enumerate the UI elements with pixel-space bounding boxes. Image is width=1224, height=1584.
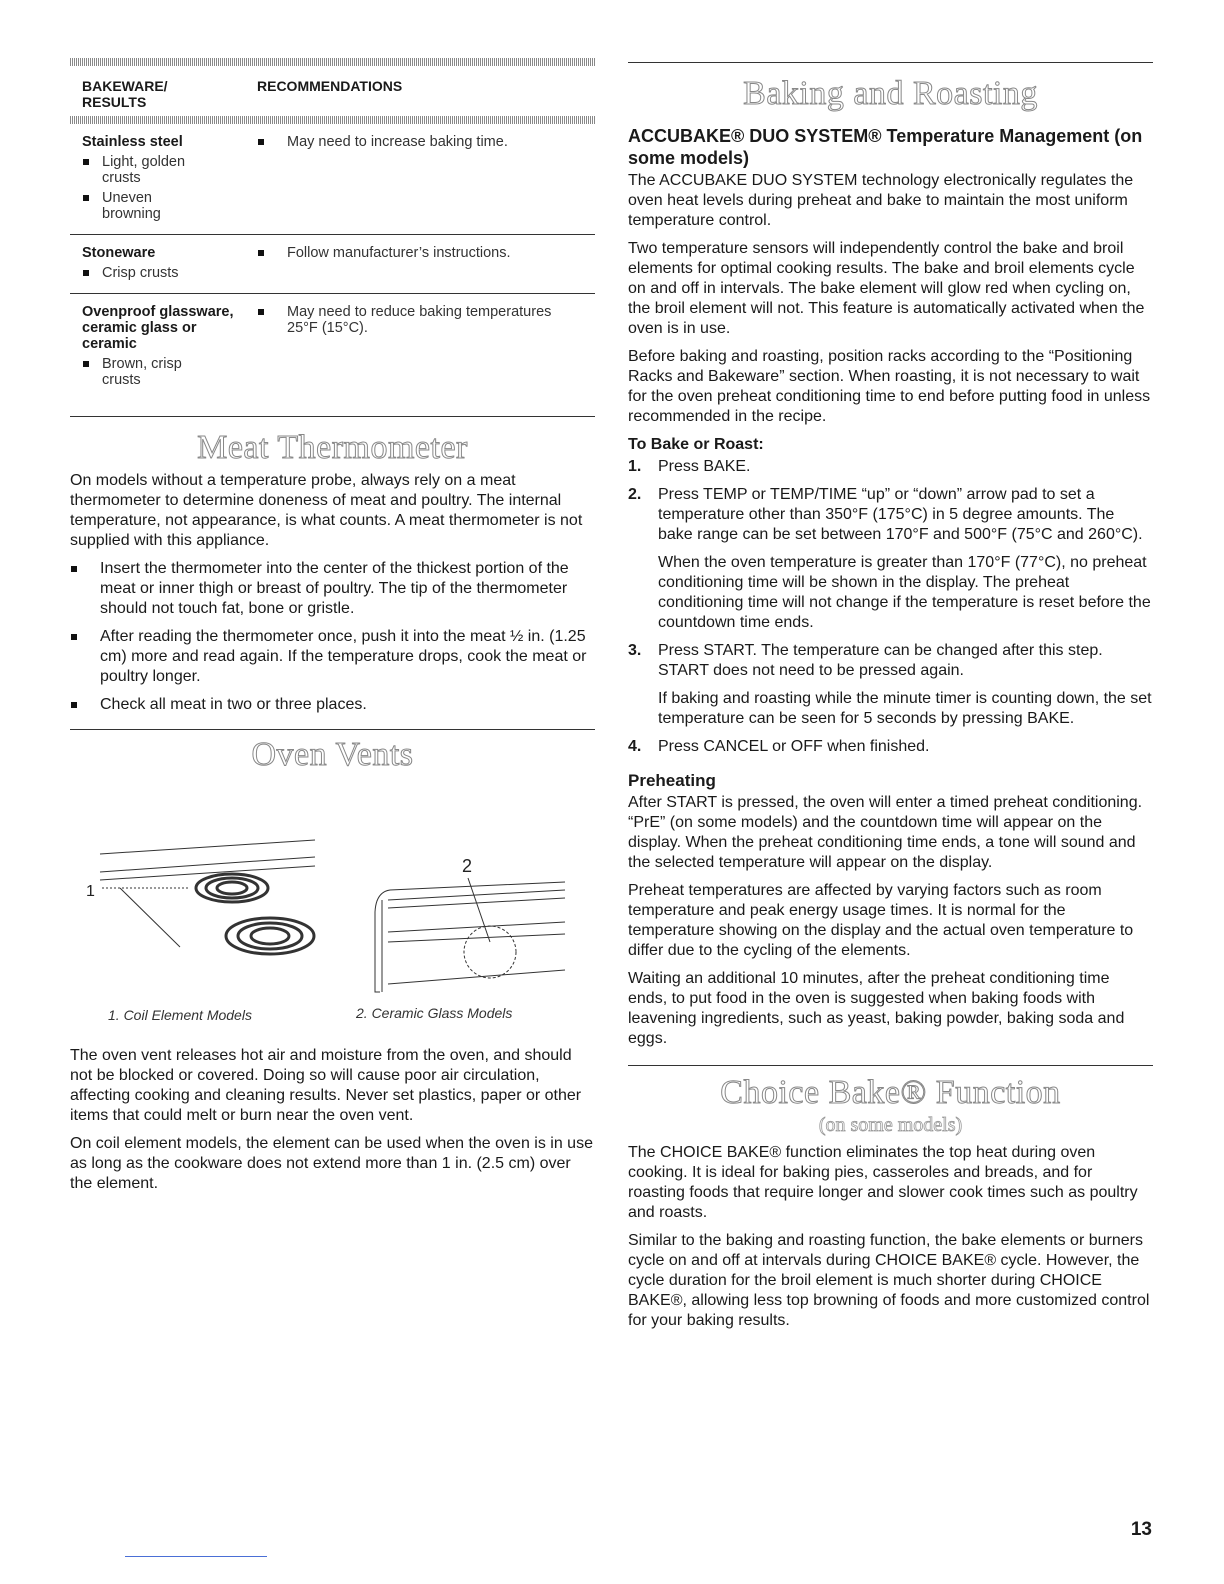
result-item: Brown, crisp crusts [82, 356, 212, 388]
callout-2: 2 [462, 856, 473, 876]
step-4 [628, 737, 1153, 757]
callout-1: 1 [86, 883, 95, 900]
caption-coil-element: 1. Coil Element Models [108, 1007, 252, 1023]
table-row [70, 235, 595, 294]
step-number: 1. [628, 458, 642, 475]
step-3 [628, 641, 1153, 729]
step-note: When the oven temperature is greater than 170°F (77°C), no preheat conditioning time will be shown in the display. The preheat conditioning time will not change if the temperature is reset before the countdown time ends. [658, 554, 1151, 631]
table-header-stripe [70, 116, 595, 124]
preheating-paragraph: Waiting an additional 10 minutes, after the preheat conditioning time ends, to put food in the oven is suggested when baking foods with leavening ingredients, such as yeast, baking powder, baking soda and eggs. [628, 970, 1125, 1047]
list-item: Insert the thermometer into the center of the thickest portion of the meat or inner thigh or breast of poultry. The tip of the thermometer should not touch fat, bone or gristle. [70, 559, 595, 619]
preheating-heading: Preheating [628, 771, 716, 790]
table-row [70, 124, 595, 235]
result-item: Uneven browning [82, 190, 212, 222]
choice-bake-subtitle: (on some models) [818, 1114, 963, 1136]
recommendation: Follow manufacturer’s instructions. [257, 245, 595, 261]
bake-roast-steps-heading: To Bake or Roast: [628, 436, 764, 453]
step-note: If baking and roasting while the minute timer is counting down, the set temperature can be seen for 5 seconds by pressing BAKE. [658, 690, 1152, 727]
recommendation: May need to reduce baking temperatures 25°F (15°C). [257, 304, 557, 336]
table-top-stripe [70, 58, 595, 66]
oven-vents-paragraph: On coil element models, the element can be used when the oven is in use as long as the cookware does not extend more than 1 in. (2.5 cm) over the element. [70, 1135, 593, 1192]
oven-vent-illustration [70, 792, 595, 1007]
baking-paragraph: Two temperature sensors will independently control the bake and broil elements for optimal cooking results. The bake and broil elements cycle on and off in intervals. The bake element will glow red when cycling on, the broil element will not. This feature is automatically activated when the oven is in use. [628, 240, 1145, 337]
list-item: After reading the thermometer once, push it into the meat ½ in. (1.25 cm) more and read again. If the temperature drops, cook the meat or poultry longer. [70, 627, 595, 687]
step-text: Press TEMP or TEMP/TIME “up” or “down” arrow pad to set a temperature other than 350°F (175°C) in 5 degree amounts. The bake range can be set between 170°F and 500°F (75°C and 260°C). [658, 486, 1143, 543]
meat-thermometer-intro: On models without a temperature probe, always rely on a meat thermometer to determine doneness of meat and poultry. The internal temperature, not appearance, is what counts. A meat thermometer is not supplied with this appliance. [70, 472, 583, 549]
step-number: 2. [628, 486, 642, 503]
page-number: 13 [1130, 1519, 1152, 1540]
baking-roasting-title: Baking and Roasting [743, 75, 1038, 112]
choice-bake-paragraph: Similar to the baking and roasting function, the bake elements or burners cycle on and off at intervals during CHOICE BAKE® cycle. However, the cycle duration for the broil element is much shorter during CHOICE BAKE®, allowing less top browning of foods and more customized control for your baking results. [628, 1232, 1150, 1329]
step-number: 3. [628, 642, 642, 659]
step-number: 4. [628, 738, 642, 755]
oven-vents-title: Oven Vents [251, 736, 414, 773]
oven-vent-figures [70, 792, 595, 1032]
coil-element-figure [100, 840, 315, 954]
recommendation: May need to increase baking time. [257, 134, 595, 150]
meat-thermometer-title: Meat Thermometer [197, 429, 468, 466]
choice-bake-title: Choice Bake® Function [720, 1074, 1061, 1111]
caption-ceramic-glass: 2. Ceramic Glass Models [356, 1005, 513, 1021]
list-item: Check all meat in two or three places. [70, 695, 595, 715]
step-text: Press BAKE. [658, 458, 751, 475]
choice-bake-paragraph: The CHOICE BAKE® function eliminates the top heat during oven cooking. It is ideal for baking pies, casseroles and breads, and for roasting foods that require longer and slower cook times such as poultry and roasts. [628, 1144, 1138, 1221]
step-text: Press CANCEL or OFF when finished. [658, 738, 930, 755]
left-column [70, 58, 595, 1202]
material-name: Ovenproof glassware, ceramic glass or ceramic [82, 304, 234, 352]
preheating-paragraph: After START is pressed, the oven will enter a timed preheat conditioning. “PrE” (on some models) and the countdown time will appear on the display. When the preheat conditioning time ends, a tone will sound and the selected temperature will appear on the display. [628, 794, 1143, 871]
table-row [70, 294, 595, 417]
material-name: Stainless steel [82, 134, 183, 150]
header-recommendations: RECOMMENDATIONS [257, 78, 403, 94]
bakeware-table-header [70, 66, 595, 116]
step-2 [628, 485, 1153, 633]
meat-thermometer-bullets [70, 559, 595, 715]
material-name: Stoneware [82, 245, 156, 261]
result-item: Crisp crusts [82, 265, 257, 281]
header-bakeware-results: BAKEWARE/ RESULTS [82, 78, 168, 110]
step-text: Press START. The temperature can be changed after this step. START does not need to be pressed again. [658, 642, 1103, 679]
baking-paragraph: Before baking and roasting, position racks according to the “Positioning Racks and Bakeware” section. When roasting, it is not necessary to wait for the oven preheat conditioning time to end before putting food in unless recommended in the recipe. [628, 348, 1151, 425]
accubake-subheading: ACCUBAKE® DUO SYSTEM® Temperature Management (on some models) [628, 126, 1143, 168]
result-item: Light, golden crusts [82, 154, 212, 186]
preheating-paragraph: Preheat temperatures are affected by varying factors such as room temperature and peak energy usage times. It is normal for the temperature showing on the display and the actual oven temperature to differ due to the cycling of the elements. [628, 882, 1134, 959]
footer-rule [125, 1556, 267, 1557]
baking-paragraph: The ACCUBAKE DUO SYSTEM technology electronically regulates the oven heat levels during preheat and bake to maintain the most uniform temperature control. [628, 172, 1134, 229]
step-1 [628, 457, 1153, 477]
oven-vents-paragraph: The oven vent releases hot air and moisture from the oven, and should not be blocked or covered. Doing so will cause poor air circulation, affecting cooking and cleaning results. Never set plastics, paper or other items that could melt or burn near the oven vent. [70, 1047, 582, 1124]
right-column [628, 62, 1153, 1339]
ceramic-glass-figure [375, 878, 565, 992]
